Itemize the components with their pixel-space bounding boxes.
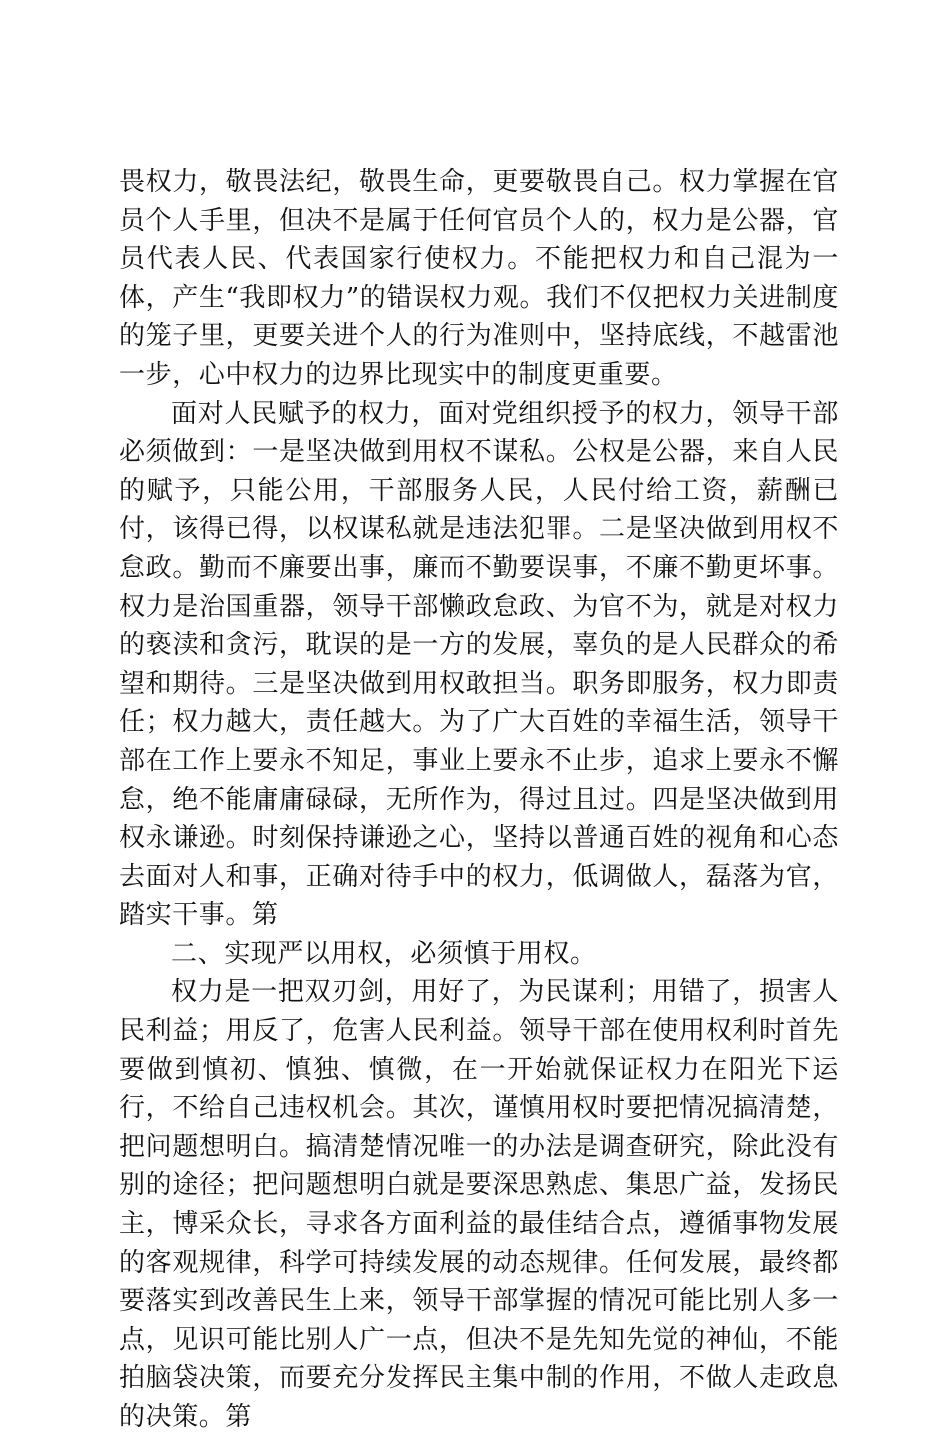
document-body	[119, 163, 839, 1437]
paragraph-four-requirements: 面对人民赋予的权力，面对党组织授予的权力，领导干部必须做到：一是坚决做到用权不谋私。公权是公器，来自人民的赋予，只能公用，干部服务人民，人民付给工资，薪酬已付，该得已得，以权谋私就是违法犯罪。二是坚决做到用权不怠政。勤而不廉要出事，廉而不勤要误事，不廉不勤更坏事。权力是治国重器，领导干部懒政怠政、为官不为，就是对权力的亵渎和贪污，耽误的是一方的发展，辜负的是人民群众的希望和期待。三是坚决做到用权敢担当。职务即服务，权力即责任；权力越大，责任越大。为了广大百姓的幸福生活，领导干部在工作上要永不知足，事业上要永不止步，追求上要永不懈怠，绝不能庸庸碌碌，无所作为，得过且过。四是坚决做到用权永谦逊。时刻保持谦逊之心，坚持以普通百姓的视角和心态去面对人和事，正确对待手中的权力，低调做人，磊落为官，踏实干事。第	[119, 398, 839, 931]
paragraph-power-awe: 畏权力，敬畏法纪，敬畏生命，更要敬畏自己。权力掌握在官员个人手里，但决不是属于任何官员个人的，权力是公器，官员代表人民、代表国家行使权力。不能把权力和自己混为一体，产生“我即权力”的错误权力观。我们不仅把权力关进制度的笼子里，更要关进个人的行为准则中，坚持底线，不越雷池一步，心中权力的边界比现实中的制度更重要。	[119, 167, 839, 390]
paragraph-double-edged-sword: 权力是一把双刃剑，用好了，为民谋利；用错了，损害人民利益；用反了，危害人民利益。领导干部在使用权利时首先要做到慎初、慎独、慎微，在一开始就保证权力在阳光下运行，不给自己违权机会。其次，谨慎用权时要把情况搞清楚，把问题想明白。搞清楚情况唯一的办法是调查研究，除此没有别的途径；把问题想明白就是要深思熟虑、集思广益，发扬民主，博采众长，寻求各方面利益的最佳结合点，遵循事物发展的客观规律，科学可持续发展的动态规律。任何发展，最终都要落实到改善民生上来，领导干部掌握的情况可能比别人多一点，见识可能比别人广一点，但决不是先知先觉的神仙，不能拍脑袋决策，而要充分发挥民主集中制的作用，不做人走政息的决策。第	[119, 977, 839, 1432]
section-heading-cautious-use: 二、实现严以用权，必须慎于用权。	[171, 938, 597, 969]
